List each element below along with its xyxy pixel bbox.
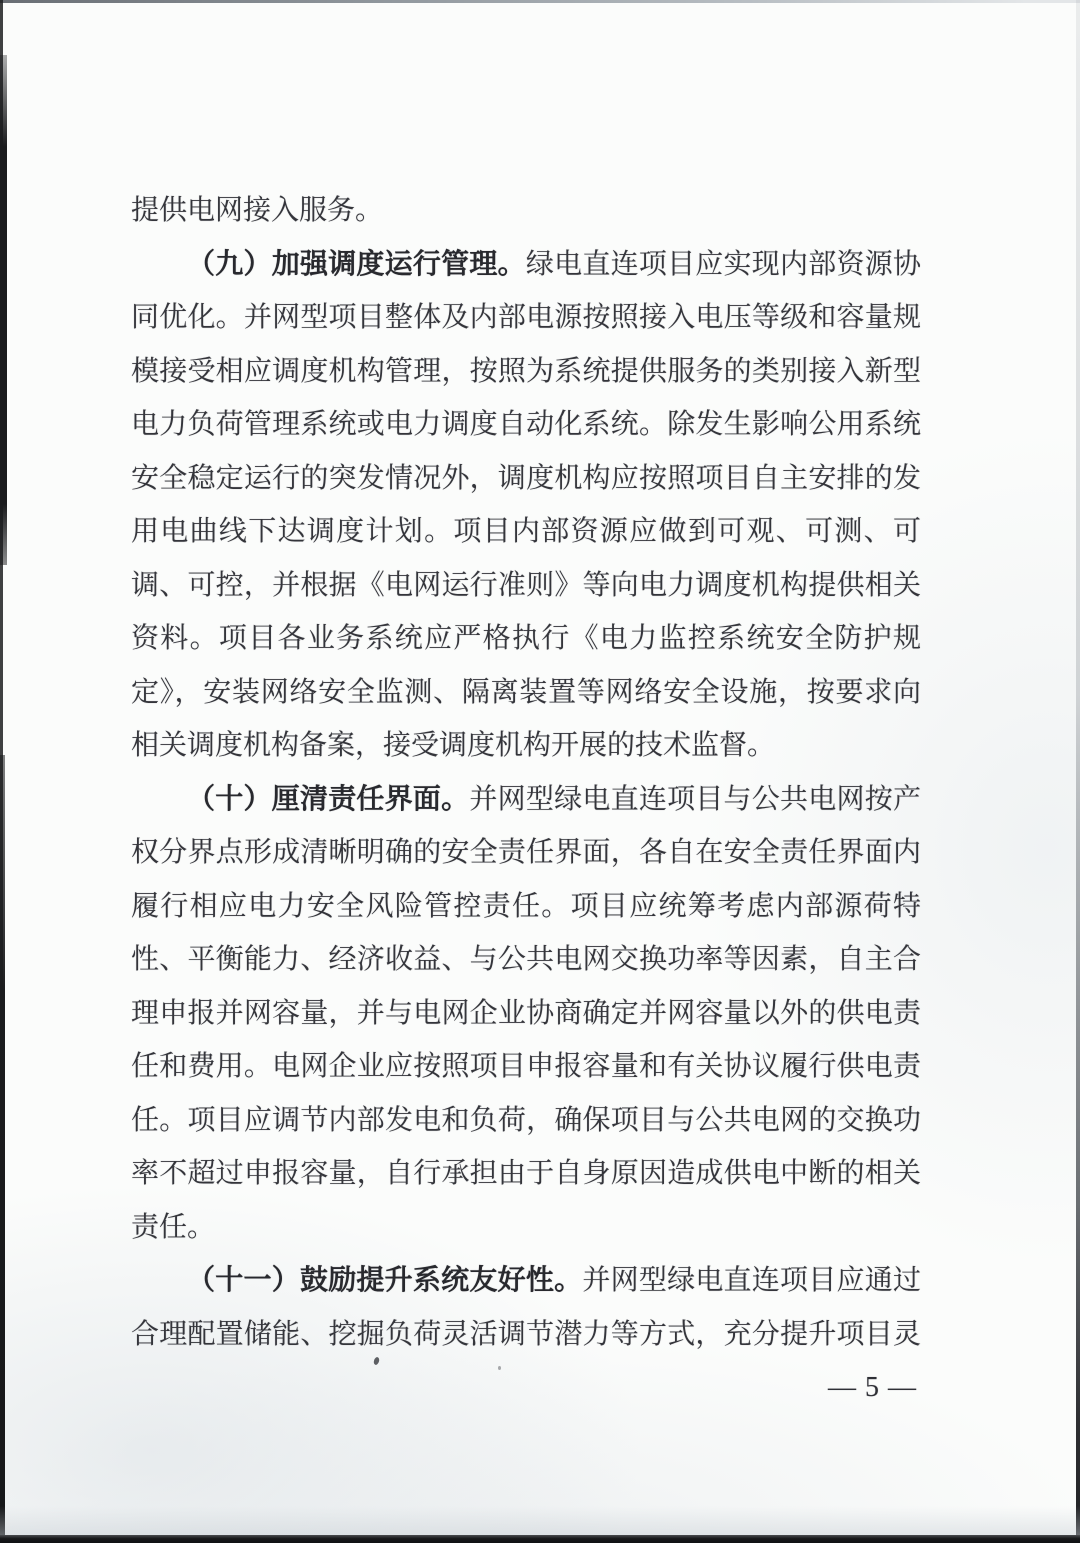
- doc-line: （十）厘清责任界面。并网型绿电直连项目与公共电网按产: [187, 783, 921, 815]
- scan-speck: [498, 1366, 501, 1370]
- doc-line: 履行相应电力安全风险管控责任。项目应统筹考虑内部源荷特: [131, 890, 921, 922]
- section-heading: （十一）鼓励提升系统友好性。: [187, 1265, 583, 1296]
- scan-edge-bottom: [0, 1535, 1080, 1543]
- doc-line: 责任。: [131, 1211, 216, 1243]
- doc-line: 安全稳定运行的突发情况外，调度机构应按照项目自主安排的发: [131, 462, 921, 494]
- scan-edge-right: [1076, 0, 1080, 1543]
- section-heading: （十）厘清责任界面。: [187, 783, 470, 815]
- doc-line: 用电曲线下达调度计划。项目内部资源应做到可观、可测、可: [131, 516, 921, 547]
- section-heading: （九）加强调度运行管理。: [187, 248, 526, 280]
- scan-edge-left: [0, 55, 7, 565]
- doc-line: 权分界点形成清晰明确的安全责任界面，各自在安全责任界面内: [131, 837, 921, 868]
- scan-shadow-bottom: [0, 1506, 1080, 1536]
- scan-edge-left: [0, 755, 5, 1543]
- doc-line: 相关调度机构备案，接受调度机构开展的技术监督。: [131, 730, 776, 761]
- doc-line: 任。项目应调节内部发电和负荷，确保项目与公共电网的交换功: [131, 1104, 921, 1136]
- page-number: — 5 —: [828, 1372, 917, 1403]
- doc-line: 同优化。并网型项目整体及内部电源按照接入电压等级和容量规: [131, 302, 921, 333]
- doc-line: （九）加强调度运行管理。绿电直连项目应实现内部资源协: [187, 248, 921, 280]
- doc-line: 合理配置储能、挖掘负荷灵活调节潜力等方式，充分提升项目灵: [131, 1318, 921, 1350]
- doc-line: 电力负荷管理系统或电力调度自动化系统。除发生影响公用系统: [131, 409, 921, 440]
- doc-line: 理申报并网容量，并与电网企业协商确定并网容量以外的供电责: [131, 997, 921, 1029]
- text-block: [131, 184, 921, 1415]
- doc-line: 资料。项目各业务系统应严格执行《电力监控系统安全防护规: [131, 623, 921, 654]
- doc-line: 模接受相应调度机构管理，按照为系统提供服务的类别接入新型: [131, 355, 921, 387]
- doc-line: 调、可控，并根据《电网运行准则》等向电力调度机构提供相关: [131, 569, 921, 601]
- doc-line: 提供电网接入服务。: [131, 195, 384, 226]
- scan-edge-top: [0, 0, 1080, 3]
- doc-line: 任和费用。电网企业应按照项目申报容量和有关协议履行供电责: [131, 1051, 921, 1082]
- doc-line: 率不超过申报容量，自行承担由于自身原因造成供电中断的相关: [131, 1158, 921, 1189]
- doc-line: 性、平衡能力、经济收益、与公共电网交换功率等因素，自主合: [131, 944, 921, 975]
- doc-line: 定》，安装网络安全监测、隔离装置等网络安全设施，按要求向: [131, 676, 921, 708]
- doc-line: （十一）鼓励提升系统友好性。并网型绿电直连项目应通过: [187, 1265, 921, 1296]
